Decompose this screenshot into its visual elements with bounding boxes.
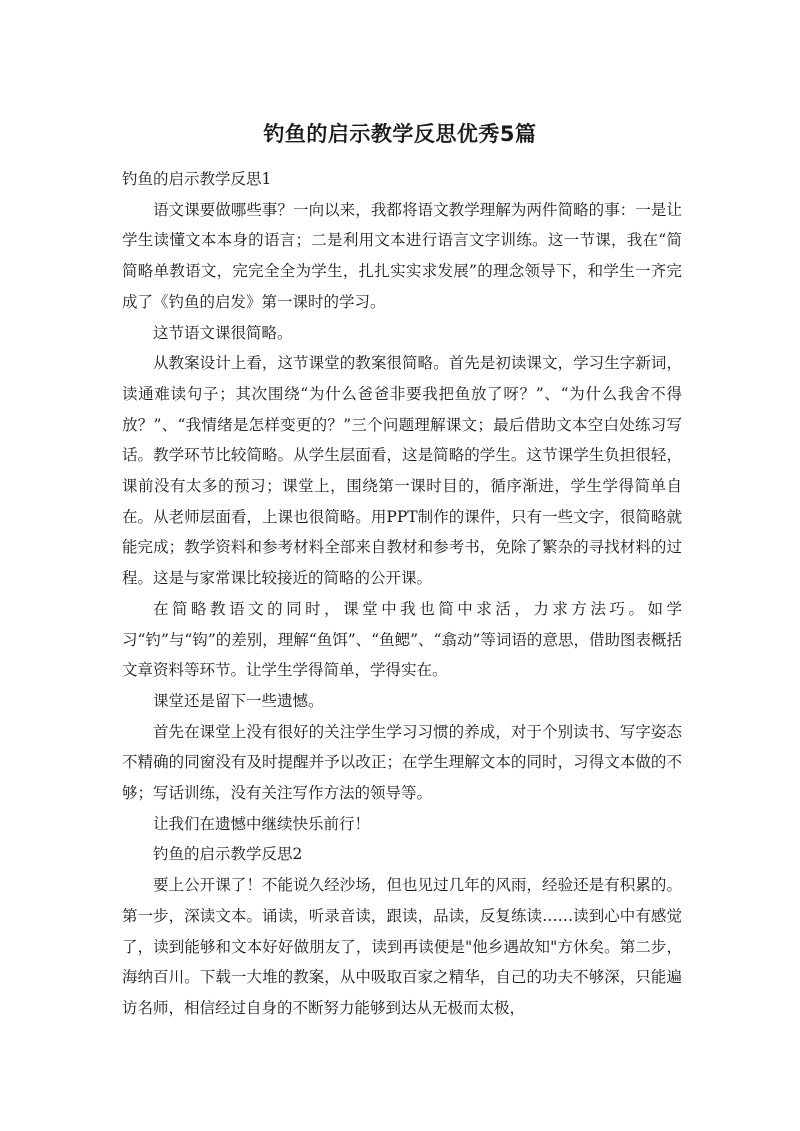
paragraph: 语文课要做哪些事？一向以来，我都将语文教学理解为两件简略的事：一是让学生读懂文本本身的语言；二是利用文本进行语言文字训练。这一节课，我在“简简略单教语文，完完全全为学生，扎扎实实求发展”的理念领导下，和学生一齐完成了《钓鱼的启发》第一课时的学习。 xyxy=(122,200,682,311)
section-heading-2: 钓鱼的启示教学反思2 xyxy=(153,845,303,864)
paragraph: 首先在课堂上没有很好的关注学生学习习惯的养成，对于个别读书、写字姿态不精确的同窗没有及时提醒并予以改正；在学生理解文本的同时，习得文本做的不够；写话训练，没有关注写作方法的领导等。 xyxy=(122,722,682,803)
paragraph: 在简略教语文的同时，课堂中我也简中求活，力求方法巧。如学习“钓”与“钩”的差别，理解“鱼饵”、“鱼鳃”、“翕动”等词语的意思，借助图表概括文章资料等环节。让学生学得简单，学得实在。 xyxy=(122,599,682,680)
paragraph: 课堂还是留下一些遗憾。 xyxy=(153,691,324,710)
paragraph: 让我们在遗憾中继续快乐前行！ xyxy=(153,814,371,833)
document-body xyxy=(122,164,682,1024)
paragraph: 从教案设计上看，这节课堂的教案很简略。首先是初读课文，学习生字新词，读通难读句子；其次围绕“为什么爸爸非要我把鱼放了呀？”、“为什么我舍不得放？”、“我情绪是怎样变更的？”三个问题理解课文；最后借助文本空白处练习写话。教学环节比较简略。从学生层面看，这是简略的学生。这节课学生负担很轻，课前没有太多的预习；课堂上，围绕第一课时目的，循序渐进，学生学得简单自在。从老师层面看，上课也很简略。用PPT制作的课件，只有一些文字，很简略就能完成；教学资料和参考材料全部来自教材和参考书，免除了繁杂的寻找材料的过程。这是与家常课比较接近的简略的公开课。 xyxy=(122,354,682,588)
paragraph: 要上公开课了！不能说久经沙场，但也见过几年的风雨，经验还是有积累的。第一步，深读文本。诵读，听录音读，跟读，品读，反复练读……读到心中有感觉了，读到能够和文本好好做朋友了，读到再读便是"他乡遇故知"方休矣。第二步，海纳百川。下载一大堆的教案，从中吸取百家之精华，自己的功夫不够深，只能遍访名师，相信经过自身的不断努力能够到达从无极而太极， xyxy=(122,876,682,1017)
paragraph: 这节语文课很简略。 xyxy=(153,323,293,342)
document-title: 钓鱼的启示教学反思优秀5篇 xyxy=(263,122,537,146)
section-heading-1: 钓鱼的启示教学反思1 xyxy=(122,170,272,188)
